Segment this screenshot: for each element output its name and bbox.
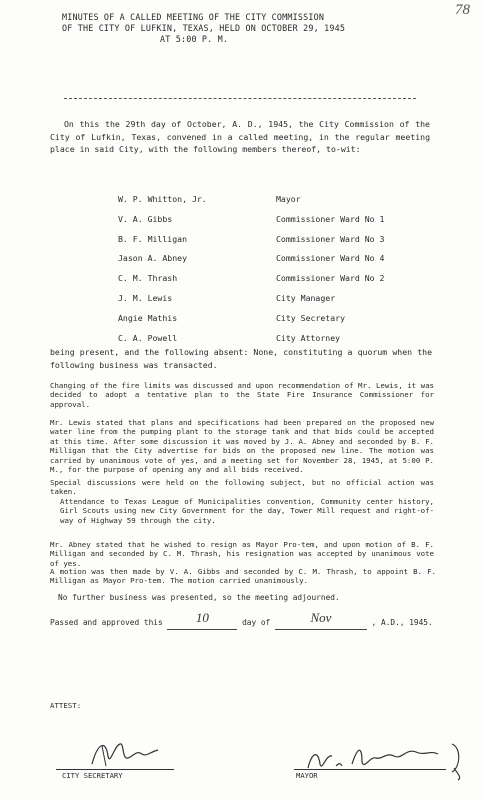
member-row [118, 293, 418, 313]
mayor-label: MAYOR [296, 771, 318, 780]
resignation-item: Mr. Abney stated that he wished to resign as Mayor Pro-tem, and upon motion of B. F. Milligan and seconded by C. M. Thrash, his resignation was accepted by unanimous vote of yes. [50, 540, 434, 568]
special-discussions-item [50, 478, 434, 525]
approval-day-field [167, 610, 237, 630]
attest-label: ATTEST: [50, 701, 82, 710]
adjournment-item: No further business was presented, so the meeting adjourned. [58, 593, 340, 602]
secretary-label: CITY SECRETARY [62, 771, 123, 780]
appointment-item: A motion was then made by V. A. Gibbs and seconded by C. M. Thrash, to appoint B. F. Milligan as Mayor Pro-tem. The motion carried unanimously. [50, 567, 436, 586]
member-name: V. A. Gibbs [118, 213, 173, 224]
header-line-2: OF THE CITY OF LUFKIN, TEXAS, HELD ON OCTOBER 29, 1945 [62, 23, 346, 33]
mayor-signature-line [294, 769, 446, 770]
approval-line [50, 610, 450, 630]
approval-month-field [275, 610, 367, 630]
approval-suffix: , A.D., 1945. [371, 618, 433, 627]
header-line-3: AT 5:00 P. M. [160, 34, 229, 44]
header-line-1: MINUTES OF A CALLED MEETING OF THE CITY COMMISSION [62, 12, 325, 22]
member-row [118, 273, 418, 293]
member-name: W. P. Whitton, Jr. [118, 194, 207, 204]
member-row [118, 313, 418, 333]
quorum-paragraph: being present, and the following absent: None, constituting a quorum when the following business was transacted. [50, 347, 432, 370]
member-name: C. M. Thrash [118, 273, 178, 284]
member-row [118, 234, 418, 254]
approval-month-value: Nov [310, 610, 332, 625]
fire-limits-item: Changing of the fire limits was discussed and upon recommendation of Mr. Lewis, it was decided to adopt a tentative plan to the State Fire Insurance Commissioner for approval. [50, 381, 434, 409]
opening-paragraph: On this the 29th day of October, A. D., 1945, the City Commission of the City of Lufkin, Texas, convened in a called meeting, in the regular meeting place in said City, with the following members thereof, to-wit: [50, 119, 430, 154]
member-name: J. M. Lewis [118, 292, 173, 303]
member-title: Commissioner Ward No 2 [276, 273, 385, 284]
approval-mid: day of [242, 618, 271, 627]
special-discussions-intro: Special discussions were held on the following subject, but no official action was taken. [50, 478, 434, 497]
approval-day-value: 10 [195, 610, 209, 625]
member-title: Commissioner Ward No 1 [276, 213, 385, 224]
member-row [118, 194, 418, 214]
special-discussions-list: Attendance to Texas League of Municipalities convention, Community center history, Girl Scouts using new City Government for the day, Tower Mill request and right-of-way of Highway 59 through the city. [60, 496, 434, 525]
member-title: Commissioner Ward No 4 [276, 253, 385, 264]
member-name: Angie Mathis [118, 312, 178, 323]
member-row [118, 253, 418, 273]
approval-prefix: Passed and approved this [50, 618, 163, 627]
mayor-signature [302, 738, 472, 782]
member-name: B. F. Milligan [118, 233, 188, 244]
page-number: 78 [455, 2, 470, 18]
member-name: Jason A. Abney [118, 253, 188, 264]
member-name: C. A. Powell [118, 332, 178, 343]
member-title: City Manager [276, 292, 336, 303]
members-list [118, 194, 418, 352]
water-line-item: Mr. Lewis stated that plans and specifications had been prepared on the proposed new water line from the pumping plant to the storage tank and that bids could be accepted at this time. After some discussion it was moved by J. A. Abney and seconded by B. F. Milligan that the City advertise for bids on the proposed new line. The motion was carried by unanimous vote of yes, and a meeting set for November 28, 1945, at 5:00 P. M., for the purpose of opening any and all bids received. [50, 418, 434, 475]
secretary-signature-line [56, 769, 174, 770]
member-title: Mayor [276, 194, 301, 204]
member-title: City Secretary [276, 312, 346, 323]
header-divider [64, 98, 416, 99]
member-title: City Attorney [276, 332, 341, 343]
minutes-header [62, 12, 422, 45]
member-row [118, 214, 418, 234]
member-title: Commissioner Ward No 3 [276, 233, 385, 244]
secretary-signature [84, 736, 164, 770]
